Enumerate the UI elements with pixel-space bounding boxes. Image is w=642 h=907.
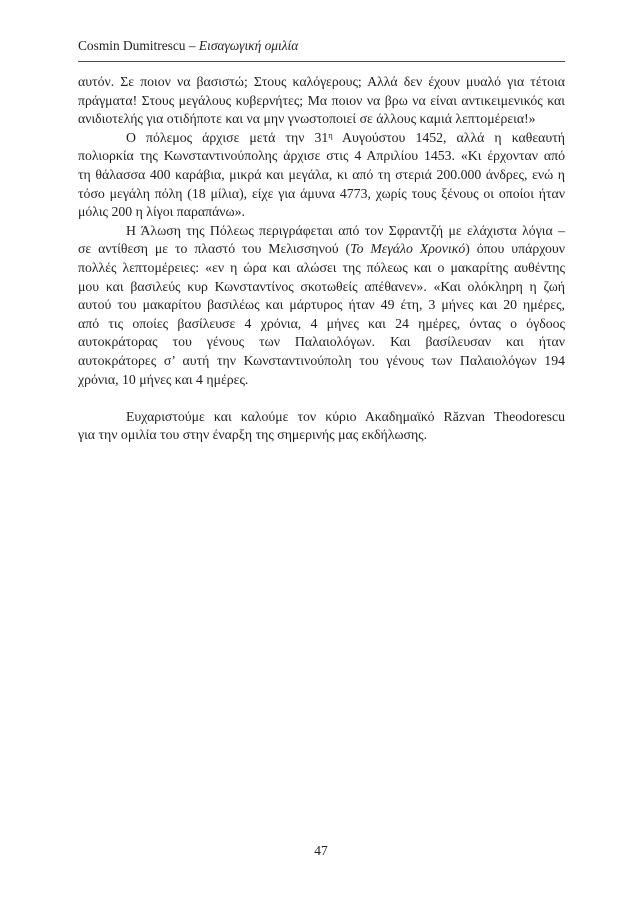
- body-text: [78, 73, 565, 445]
- paragraph: [78, 408, 565, 445]
- header-author: Cosmin Dumitrescu: [78, 38, 186, 53]
- book-title-italic: Το Μεγάλο Χρονικό: [350, 241, 466, 257]
- text-line: αυτοκράτορας του γένους των Παλαιολόγων. Και βασίλευσαν και ήταν: [78, 334, 565, 350]
- text-line: [78, 129, 565, 148]
- header-separator: –: [188, 38, 196, 53]
- text-line: [78, 240, 565, 259]
- text-line: ανιδιοτελής για οτιδήποτε και να μην γνωστοποιεί σε άλλους καμιά λεπτομέρεια!»: [78, 111, 536, 127]
- header-title: Εισαγωγική ομιλία: [198, 38, 299, 53]
- text-line: αυτοκράτορες σ’ αυτή την Κωνσταντινούπολη του γένους των Παλαιολόγων 194: [78, 352, 565, 368]
- text-line: πράγματα! Στους μεγάλους κυβερνήτες; Μα ποιον να βρω να είναι αντικειμενικός και: [78, 92, 565, 108]
- text-line: χρόνια, 10 μήνες και 4 ημέρες.: [78, 371, 249, 387]
- text-line: μόλις 200 η λίγοι παραπάνω».: [78, 204, 245, 220]
- paragraph: [78, 129, 565, 222]
- line-text: ) όπου υπάρχουν: [465, 241, 565, 257]
- line-text: σε αντίθεση με το πλαστό του Μελισσηνού (: [78, 241, 351, 257]
- ordinal-superscript: η: [328, 129, 333, 140]
- page-number: 47: [314, 843, 328, 858]
- paragraph: [78, 222, 565, 389]
- header-rule: [78, 61, 565, 62]
- paragraph: [78, 73, 565, 129]
- text-line: τόσο μεγάλη πόλη (18 μίλια), είχε για άμυνα 4773, χωρίς τους ξένους οι οποίοι ήταν: [78, 185, 565, 201]
- text-line: μου και βασιλεύς κυρ Κωνσταντίνος σκοτωθείς απέθανεν». «Και ολόκληρη η ζωή: [78, 278, 565, 294]
- text-line: Ευχαριστούμε και καλούμε τον κύριο Ακαδημαϊκό Răzvan Theodorescu: [126, 408, 565, 424]
- text-line: αυτού του μακαρίτου βασιλέως και μάρτυρος ήταν 49 έτη, 3 μήνες και 20 ημέρες,: [78, 297, 565, 313]
- text-line: Η Άλωση της Πόλεως περιγράφεται από τον Σφραντζή με ελάχιστα λόγια –: [126, 222, 565, 238]
- running-header: [78, 36, 565, 56]
- text-line: πολιορκία της Κωνσταντινούπολης άρχισε στις 4 Απριλίου 1453. «Κι έρχονταν από: [78, 148, 565, 164]
- text-line: για την ομιλία του στην έναρξη της σημερινής μας εκδήλωσης.: [78, 427, 428, 443]
- line-text: Αυγούστου 1452, αλλά η καθεαυτή: [332, 129, 565, 145]
- text-line: αυτόν. Σε ποιον να βασιστώ; Στους καλόγερους; Αλλά δεν έχουν μυαλό για τέτοια: [78, 74, 565, 89]
- text-line: πολλές λεπτομέρειες: «εν η ώρα και αλώσει της πόλεως και ο μακαρίτης αυθέντης: [78, 259, 565, 275]
- text-line: τη θάλασσα 400 καράβια, μικρά και μεγάλα, κι από τη στεριά 200.000 άνδρες, ενώ η: [78, 166, 565, 182]
- line-text: Ο πόλεμος άρχισε μετά την 31: [126, 129, 329, 145]
- text-line: από τις οποίες βασίλευσε 4 χρόνια, 4 μήνες και 24 ημέρες, όντας ο όγδοος: [78, 315, 565, 331]
